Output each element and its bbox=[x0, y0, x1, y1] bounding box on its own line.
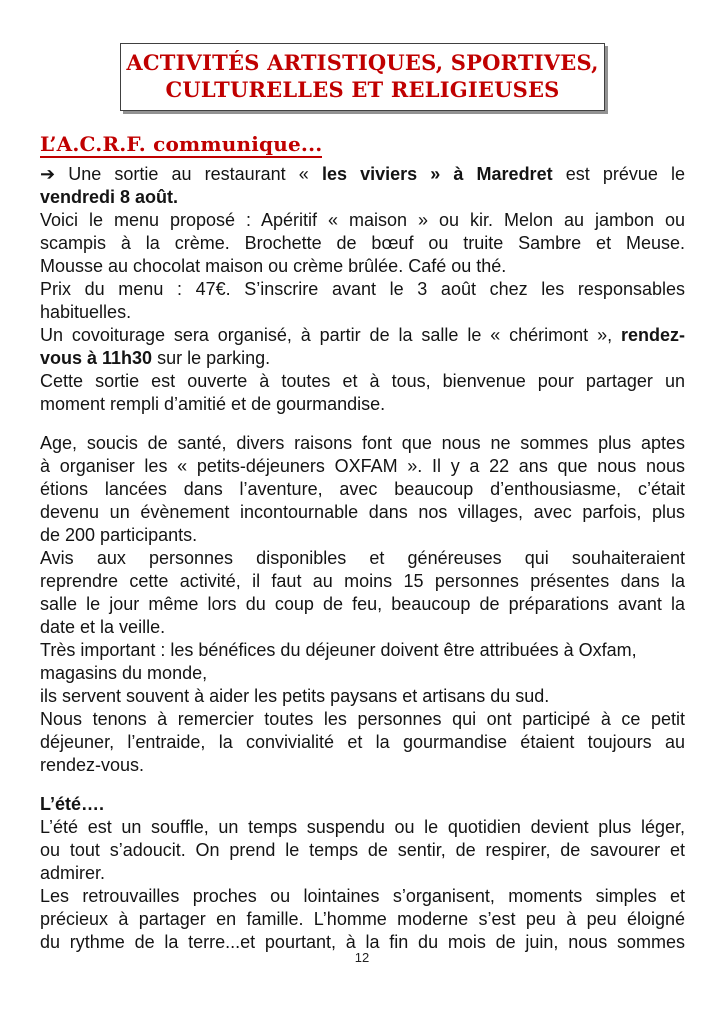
text-segment: scampis à la crème. Brochette de bœuf ou truite Sambre et Meuse. bbox=[40, 233, 685, 253]
paragraph bbox=[40, 370, 685, 416]
document-body bbox=[40, 163, 685, 954]
text-line bbox=[40, 885, 685, 908]
paragraph bbox=[40, 639, 685, 708]
text-segment: Cette sortie est ouverte à toutes et à tous, bienvenue pour partager un bbox=[40, 371, 685, 391]
paragraph bbox=[40, 163, 685, 209]
page-title-line-1: ACTIVITÉS ARTISTIQUES, SPORTIVES, bbox=[126, 50, 599, 75]
text-line bbox=[40, 524, 685, 547]
text-segment: rendez-vous. bbox=[40, 755, 145, 775]
text-segment: Les retrouvailles proches ou lointaines s’organisent, moments simples et bbox=[40, 886, 685, 906]
text-segment: Prix du menu : 47€. S’inscrire avant le 3 août chez les responsables bbox=[40, 279, 685, 299]
text-segment: étions lancées dans l’aventure, avec beaucoup d’enthousiasme, c’était bbox=[40, 479, 685, 499]
bold-text-segment: rendez- bbox=[620, 325, 685, 345]
paragraph bbox=[40, 547, 685, 639]
text-line bbox=[40, 662, 685, 685]
bold-text-segment: vous à 11h30 bbox=[40, 348, 153, 368]
page-title-line-2: CULTURELLES ET RELIGIEUSES bbox=[165, 77, 560, 102]
text-segment: à organiser les « petits-déjeuners OXFAM ». Il y a 22 ans que nous nous bbox=[40, 456, 685, 476]
text-line bbox=[40, 255, 685, 278]
text-line bbox=[40, 754, 685, 777]
text-segment: moment rempli d’amitié et de gourmandise. bbox=[40, 394, 386, 414]
paragraph bbox=[40, 324, 685, 370]
text-segment: déjeuner, l’entraide, la convivialité et la gourmandise étaient toujours au bbox=[40, 732, 685, 752]
text-segment: Un covoiturage sera organisé, à partir de la salle le « chérimont », bbox=[40, 325, 621, 345]
text-segment: sur le parking. bbox=[152, 348, 271, 368]
text-line bbox=[40, 547, 685, 570]
page-number: 12 bbox=[354, 950, 370, 965]
text-segment: Voici le menu proposé : Apéritif « maison » ou kir. Melon au jambon ou bbox=[40, 210, 685, 230]
section-heading: L’été…. bbox=[40, 794, 105, 814]
text-line bbox=[40, 393, 685, 416]
text-line bbox=[40, 731, 685, 754]
paragraph bbox=[40, 816, 685, 885]
text-segment: ou tout s’adoucit. On prend le temps de sentir, de respirer, de savourer et bbox=[40, 840, 685, 860]
text-line bbox=[40, 232, 685, 255]
text-segment: Nous tenons à remercier toutes les personnes qui ont participé à ce petit bbox=[40, 709, 685, 729]
text-segment: est prévue le bbox=[552, 164, 686, 184]
text-segment: précieux à partager en famille. L’homme moderne s’est peu à peu éloigné bbox=[40, 909, 685, 929]
text-line bbox=[40, 455, 685, 478]
text-segment: du rythme de la terre...et pourtant, à la fin du mois de juin, nous sommes bbox=[40, 932, 685, 952]
text-line bbox=[40, 816, 685, 839]
paragraph bbox=[40, 432, 685, 547]
text-line bbox=[40, 862, 685, 885]
paragraph-gap bbox=[40, 416, 685, 432]
text-segment: Avis aux personnes disponibles et généreuses qui souhaiteraient bbox=[40, 548, 685, 568]
text-line bbox=[40, 186, 685, 209]
text-segment: Mousse au chocolat maison ou crème brûlée. Café ou thé. bbox=[40, 256, 507, 276]
text-segment: Age, soucis de santé, divers raisons font que nous ne sommes plus aptes bbox=[40, 433, 685, 453]
acrf-heading-wrap bbox=[40, 133, 685, 159]
text-line bbox=[40, 570, 685, 593]
text-line bbox=[40, 501, 685, 524]
text-line bbox=[40, 593, 685, 616]
text-line bbox=[40, 616, 685, 639]
title-box bbox=[120, 43, 605, 111]
text-segment: L’été est un souffle, un temps suspendu ou le quotidien devient plus léger, bbox=[40, 817, 685, 837]
text-segment: ➔ Une sortie au restaurant « bbox=[40, 164, 322, 184]
text-line bbox=[40, 432, 685, 455]
text-line bbox=[40, 301, 685, 324]
paragraph bbox=[40, 278, 685, 324]
text-segment: de 200 participants. bbox=[40, 525, 198, 545]
text-segment: ils servent souvent à aider les petits paysans et artisans du sud. bbox=[40, 686, 550, 706]
text-line bbox=[40, 278, 685, 301]
text-line bbox=[40, 324, 685, 347]
text-line bbox=[40, 163, 685, 186]
text-line bbox=[40, 478, 685, 501]
text-line bbox=[40, 639, 685, 662]
text-line bbox=[40, 839, 685, 862]
paragraph bbox=[40, 708, 685, 777]
text-line bbox=[40, 370, 685, 393]
paragraph-gap bbox=[40, 777, 685, 793]
text-line bbox=[40, 347, 685, 370]
text-segment: admirer. bbox=[40, 863, 106, 883]
text-line bbox=[40, 908, 685, 931]
text-segment: habituelles. bbox=[40, 302, 132, 322]
bold-text-segment: les viviers » à Maredret bbox=[321, 164, 553, 184]
bold-text-segment: vendredi 8 août. bbox=[40, 187, 179, 207]
paragraph bbox=[40, 209, 685, 278]
text-segment: devenu un évènement incontournable dans nos villages, avec parfois, plus bbox=[40, 502, 685, 522]
text-segment: Très important : les bénéfices du déjeuner doivent être attribuées à Oxfam, bbox=[40, 640, 637, 660]
text-line bbox=[40, 209, 685, 232]
acrf-communique-heading: L’A.C.R.F. communique... bbox=[40, 132, 323, 156]
text-segment: reprendre cette activité, il faut au moins 15 personnes présentes dans la bbox=[40, 571, 685, 591]
paragraph bbox=[40, 885, 685, 954]
text-line bbox=[40, 685, 685, 708]
text-segment: date et la veille. bbox=[40, 617, 166, 637]
text-line bbox=[40, 708, 685, 731]
text-segment: magasins du monde, bbox=[40, 663, 208, 683]
text-segment: salle le jour même lors du coup de feu, beaucoup de préparations avant la bbox=[40, 594, 685, 614]
